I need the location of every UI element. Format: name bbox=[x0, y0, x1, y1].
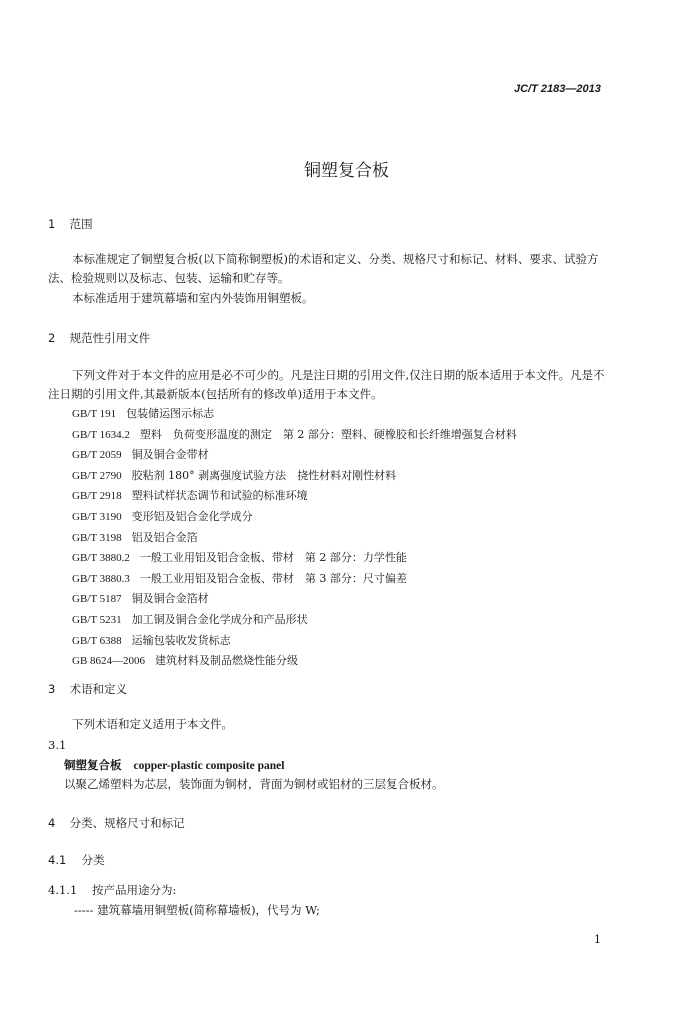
clause-number: 4.1.1 bbox=[48, 883, 78, 897]
scope-paragraph-2: 本标准适用于建筑幕墙和室内外装饰用铜塑板。 bbox=[72, 291, 314, 305]
section-number: 2 bbox=[48, 331, 56, 345]
reference-code: GB 8624—2006 bbox=[72, 655, 146, 668]
reference-item bbox=[72, 445, 517, 466]
section-number: 4 bbox=[48, 816, 56, 830]
reference-title: 铜及铜合金箔材 bbox=[131, 592, 209, 606]
reference-title: 胶粘剂 180° 剥离强度试验方法 挠性材料对刚性材料 bbox=[131, 468, 397, 482]
reference-title: 加工铜及铜合金化学成分和产品形状 bbox=[131, 612, 308, 626]
clause-4-1-1 bbox=[48, 882, 176, 898]
section-title: 范围 bbox=[69, 217, 93, 231]
reference-item bbox=[72, 651, 517, 672]
clause-number: 3.1 bbox=[48, 738, 67, 752]
term-definition: 以聚乙烯塑料为芯层，装饰面为铜材，背面为铜材或铝材的三层复合板材。 bbox=[64, 777, 444, 791]
term-chinese: 铜塑复合板 bbox=[64, 758, 122, 772]
reference-code: GB/T 3880.2 bbox=[72, 552, 130, 565]
section-number: 3 bbox=[48, 682, 56, 696]
reference-code: GB/T 5187 bbox=[72, 593, 122, 606]
reference-list bbox=[72, 404, 517, 672]
reference-item bbox=[72, 528, 517, 549]
document-code: JC/T 2183—2013 bbox=[514, 83, 601, 95]
section-1-heading bbox=[48, 216, 93, 232]
reference-item bbox=[72, 425, 517, 446]
section-4-heading bbox=[48, 815, 185, 831]
section-2-heading bbox=[48, 330, 150, 346]
reference-item bbox=[72, 548, 517, 569]
reference-title: 建筑材料及制品燃烧性能分级 bbox=[155, 654, 299, 668]
reference-code: GB/T 2059 bbox=[72, 449, 122, 462]
reference-code: GB/T 5231 bbox=[72, 613, 122, 626]
clause-text: 按产品用途分为: bbox=[92, 883, 177, 897]
reference-code: GB/T 3198 bbox=[72, 531, 122, 544]
reference-code: GB/T 3190 bbox=[72, 510, 122, 523]
reference-code: GB/T 2790 bbox=[72, 469, 122, 482]
normative-references-intro: 下列文件对于本文件的应用是必不可少的。凡是注日期的引用文件,仅注日期的版本适用于本文件。凡是不注日期的引用文件,其最新版本(包括所有的修改单)适用于本文件。 bbox=[48, 368, 605, 401]
reference-title: 变形铝及铝合金化学成分 bbox=[131, 509, 253, 523]
reference-item bbox=[72, 610, 517, 631]
subsection-title: 分类 bbox=[81, 853, 105, 867]
reference-item bbox=[72, 507, 517, 528]
subsection-4-1-heading bbox=[48, 852, 105, 868]
page-number: 1 bbox=[594, 933, 601, 946]
section-3-heading bbox=[48, 681, 127, 697]
reference-code: GB/T 191 bbox=[72, 408, 117, 420]
subsection-number: 4.1 bbox=[48, 853, 67, 867]
reference-item bbox=[72, 404, 517, 425]
reference-item bbox=[72, 466, 517, 487]
document-title: 铜塑复合板 bbox=[304, 161, 389, 181]
reference-title: 包装储运图示标志 bbox=[126, 407, 215, 420]
term-entry bbox=[64, 757, 284, 773]
section-title: 术语和定义 bbox=[69, 682, 128, 696]
reference-item bbox=[72, 486, 517, 507]
list-item: ----- 建筑幕墙用铜塑板(简称幕墙板)，代号为 W; bbox=[74, 903, 320, 917]
reference-item bbox=[72, 631, 517, 652]
section-title: 分类、规格尺寸和标记 bbox=[69, 816, 185, 830]
reference-code: GB/T 3880.3 bbox=[72, 572, 130, 585]
reference-title: 铝及铝合金箔 bbox=[131, 530, 198, 544]
reference-title: 一般工业用铝及铝合金板、带材 第 2 部分：力学性能 bbox=[139, 551, 407, 565]
reference-code: GB/T 6388 bbox=[72, 634, 122, 647]
terms-intro: 下列术语和定义适用于本文件。 bbox=[72, 717, 233, 731]
reference-title: 一般工业用铝及铝合金板、带材 第 3 部分：尺寸偏差 bbox=[139, 571, 407, 585]
section-number: 1 bbox=[48, 217, 56, 231]
scope-paragraph-1: 本标准规定了铜塑复合板(以下简称铜塑板)的术语和定义、分类、规格尺寸和标记、材料、要求、试验方法、检验规则以及标志、包装、运输和贮存等。 bbox=[48, 252, 599, 285]
reference-title: 塑料 负荷变形温度的测定 第 2 部分：塑料、硬橡胶和长纤维增强复合材料 bbox=[139, 427, 517, 441]
reference-title: 铜及铜合金带材 bbox=[131, 448, 209, 462]
reference-title: 塑料试样状态调节和试验的标准环境 bbox=[131, 489, 308, 503]
reference-code: GB/T 1634.2 bbox=[72, 428, 130, 441]
reference-item bbox=[72, 589, 517, 610]
reference-title: 运输包装收发货标志 bbox=[131, 633, 231, 647]
reference-item bbox=[72, 569, 517, 590]
section-title: 规范性引用文件 bbox=[69, 331, 151, 345]
term-english: copper-plastic composite panel bbox=[133, 760, 285, 772]
reference-code: GB/T 2918 bbox=[72, 490, 122, 503]
